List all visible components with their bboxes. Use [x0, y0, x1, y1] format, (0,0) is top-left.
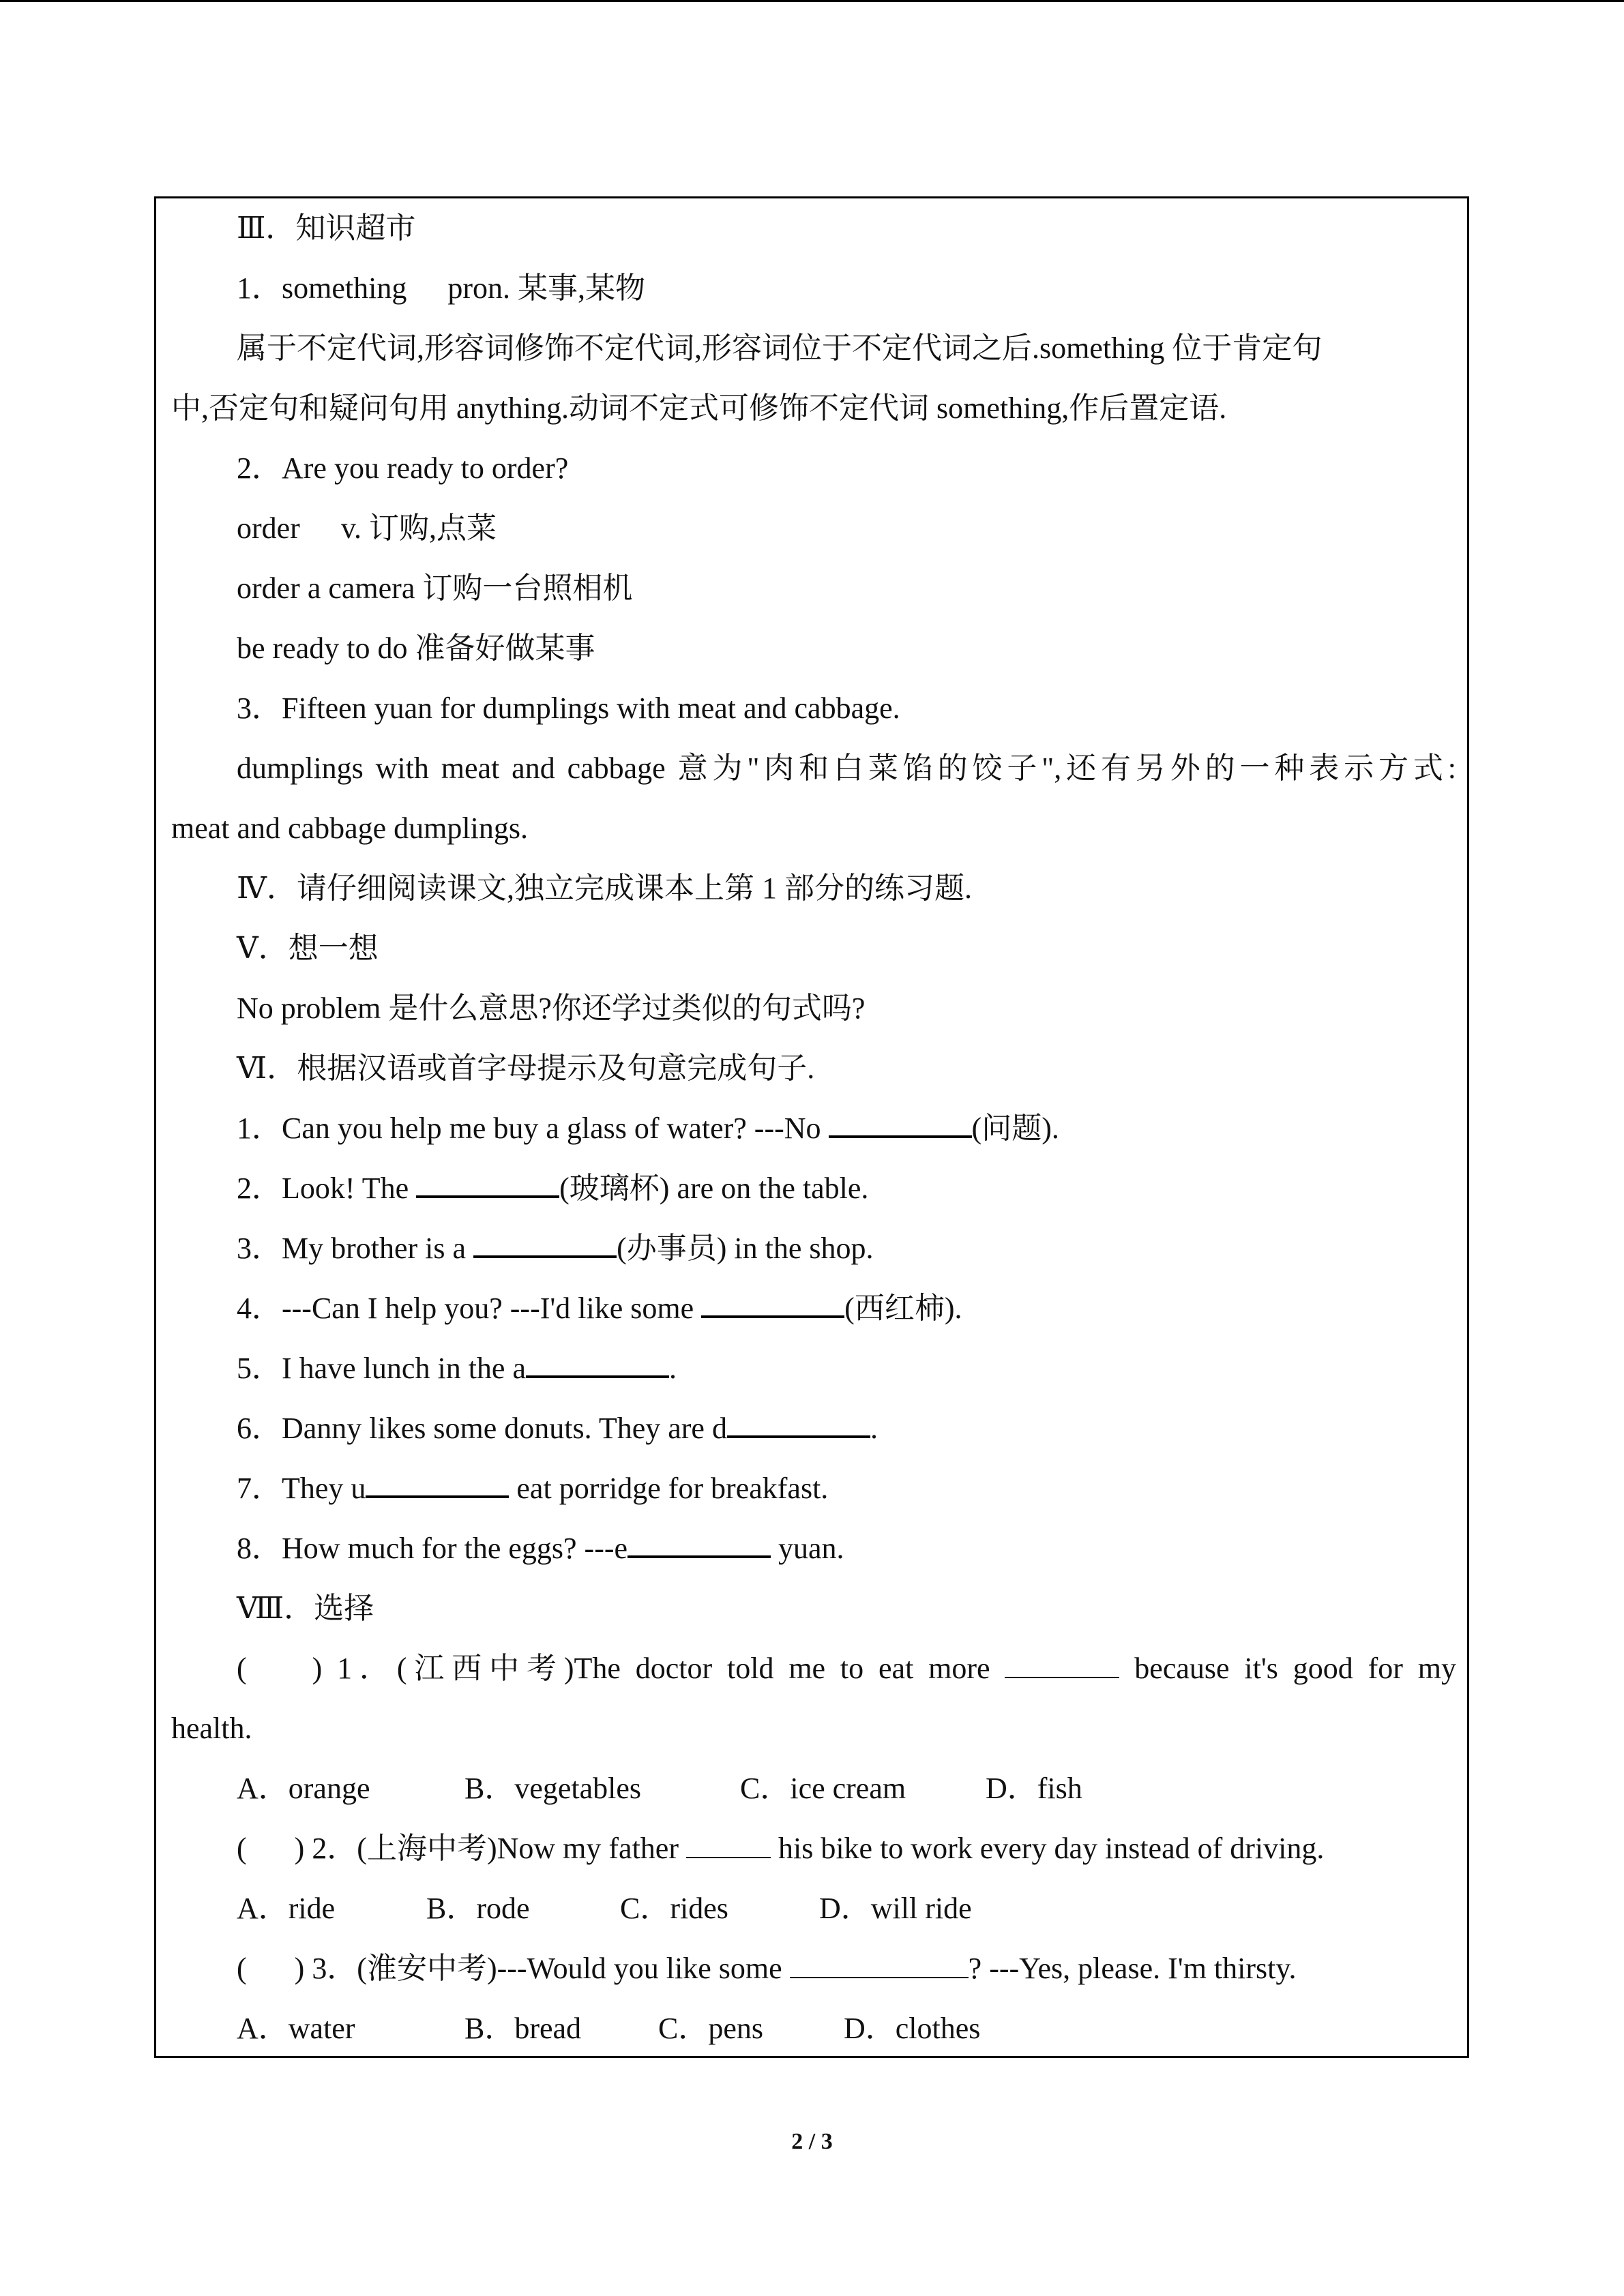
option-d[interactable]: D．fish [986, 1772, 1082, 1805]
dumplings-explanation-line2: meat and cabbage dumplings. [171, 811, 528, 845]
something-explanation-line1: 属于不定代词,形容词修饰不定代词,形容词位于不定代词之后.something 位于肯定句 [237, 331, 1323, 365]
order-example-2: be ready to do 准备好做某事 [237, 631, 595, 665]
worksheet-frame [154, 196, 1469, 2058]
word-something: 1．something [237, 271, 407, 305]
mc-options-2 [156, 1879, 1471, 1939]
answer-blank[interactable] [686, 1834, 771, 1858]
fill-item-6: 6．Danny likes some donuts. They are d . [237, 1412, 878, 1445]
item-something-heading [156, 258, 1471, 318]
section-iv-title: Ⅳ．请仔细阅读课文,独立完成课本上第 1 部分的练习题. [237, 871, 972, 905]
dumplings-explanation-line1: dumplings with meat and cabbage 意为"肉和白菜馅的饺子",还有另外的一种表示方式: [237, 751, 1456, 785]
mc-options-3 [156, 1999, 1471, 2059]
top-rule [0, 0, 1624, 2]
option-c[interactable]: C．ice cream [740, 1772, 906, 1805]
option-d[interactable]: D．will ride [819, 1892, 972, 1925]
order-example-1: order a camera 订购一台照相机 [237, 571, 633, 605]
word-order-line [156, 498, 1471, 558]
option-a[interactable]: A．water [237, 2012, 355, 2045]
answer-blank[interactable] [366, 1472, 509, 1498]
word-order: order [237, 511, 300, 545]
answer-blank[interactable] [829, 1112, 972, 1138]
option-c[interactable]: C．rides [620, 1892, 728, 1925]
option-a[interactable]: A．orange [237, 1772, 370, 1805]
mc-options-1 [156, 1759, 1471, 1819]
fill-item-4: 4．---Can I help you? ---I'd like some (西红柿). [237, 1292, 962, 1325]
option-c[interactable]: C．pens [658, 2012, 763, 2045]
item-order-heading: 2．Are you ready to order? [237, 451, 569, 485]
answer-blank[interactable] [416, 1172, 559, 1198]
section-vi-title: Ⅵ．根据汉语或首字母提示及句意完成句子. [237, 1052, 815, 1085]
word-order-meaning: v. 订购,点菜 [340, 511, 497, 545]
option-b[interactable]: B．rode [426, 1892, 530, 1925]
mc-question-2: ( ) 2．(上海中考)Now my father his bike to work every day instead of driving. [237, 1832, 1325, 1865]
answer-blank[interactable] [727, 1412, 870, 1438]
option-b[interactable]: B．bread [464, 2012, 582, 2045]
section-v-question: No problem 是什么意思?你还学过类似的句式吗? [237, 992, 866, 1025]
item-dumplings-heading: 3．Fifteen yuan for dumplings with meat and cabbage. [237, 691, 900, 725]
fill-item-7: 7．They u eat porridge for breakfast. [237, 1472, 829, 1505]
section-v-title: Ⅴ．想一想 [237, 931, 379, 965]
fill-item-5: 5．I have lunch in the a . [237, 1352, 677, 1385]
word-something-meaning: pron. 某事,某物 [447, 271, 645, 305]
answer-blank[interactable] [701, 1292, 844, 1318]
option-a[interactable]: A．ride [237, 1892, 336, 1925]
mc-question-3: ( ) 3．(淮安中考)---Would you like some ? ---Yes, please. I'm thirsty. [237, 1952, 1297, 1985]
fill-item-2: 2．Look! The (玻璃杯) are on the table. [237, 1172, 869, 1205]
mc-question-1-cont: health. [171, 1712, 252, 1745]
answer-blank[interactable] [526, 1352, 669, 1378]
fill-item-3: 3．My brother is a (办事员) in the shop. [237, 1232, 874, 1265]
mc-question-1: ( ) 1．(江西中考)The doctor told me to eat more because it's good for my [237, 1652, 1457, 1685]
answer-blank[interactable] [628, 1532, 771, 1558]
answer-blank[interactable] [473, 1232, 617, 1258]
answer-blank[interactable] [1005, 1654, 1119, 1678]
page-number: 2 / 3 [791, 2129, 833, 2154]
option-b[interactable]: B．vegetables [464, 1772, 642, 1805]
fill-item-1: 1．Can you help me buy a glass of water? ---No (问题). [237, 1112, 1059, 1145]
section-iii-title: Ⅲ．知识超市 [237, 211, 416, 245]
something-explanation-line2: 中,否定句和疑问句用 anything.动词不定式可修饰不定代词 something,作后置定语. [171, 391, 1227, 425]
answer-blank[interactable] [790, 1954, 969, 1978]
section-viii-title: Ⅷ．选择 [237, 1592, 374, 1625]
option-d[interactable]: D．clothes [844, 2012, 981, 2045]
fill-item-8: 8．How much for the eggs? ---e yuan. [237, 1532, 844, 1565]
